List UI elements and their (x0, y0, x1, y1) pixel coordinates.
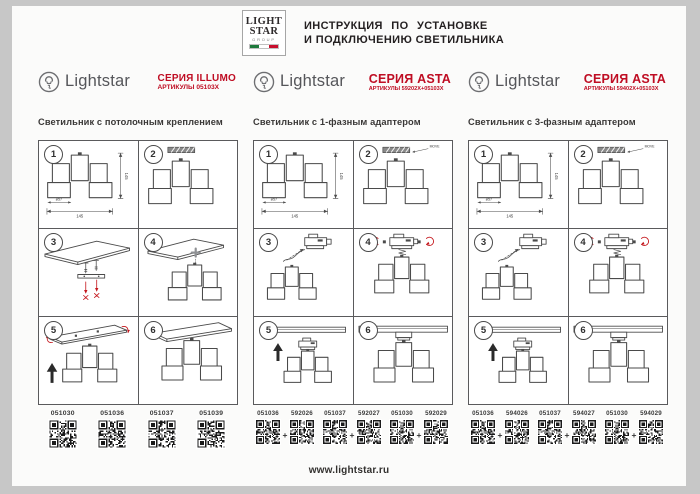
svg-text:145: 145 (76, 213, 84, 219)
series-block (158, 73, 236, 92)
column-subtitle: Светильник с 3-фазным адаптером (468, 117, 636, 127)
step-cell (469, 141, 568, 228)
step-cell (354, 141, 453, 228)
step-number: 6 (574, 321, 593, 340)
qr-item (389, 410, 415, 445)
qr-code (423, 419, 449, 445)
column-header (468, 68, 666, 114)
qr-code (571, 419, 597, 445)
qr-code (504, 419, 530, 445)
series-block (369, 73, 451, 93)
qr-code (638, 419, 664, 445)
qr-group (604, 410, 664, 445)
qr-article-label: 051030 (391, 410, 413, 417)
series-name: СЕРИЯ ASTA (583, 72, 666, 86)
qr-code (97, 419, 127, 449)
step-number: 3 (44, 233, 63, 252)
svg-text:145: 145 (506, 213, 514, 219)
step-number: 3 (259, 233, 278, 252)
qr-item (604, 410, 630, 445)
svg-text:145: 145 (339, 172, 345, 180)
step-cell (354, 317, 453, 404)
qr-code (389, 419, 415, 445)
steps-grid (253, 140, 453, 405)
qr-group (196, 410, 226, 449)
qr-article-label: 051039 (199, 410, 224, 417)
step-cell (254, 229, 353, 316)
qr-article-label: 051030 (50, 410, 75, 417)
page-title (304, 19, 504, 47)
qr-row (253, 410, 451, 445)
brand-wordmark: Lightstar (280, 72, 346, 90)
qr-article-label: 051036 (257, 410, 279, 417)
step-number: 1 (44, 145, 63, 164)
qr-group (97, 410, 127, 449)
step-number: 4 (359, 233, 378, 252)
plus-sign: + (349, 430, 355, 440)
column-header (38, 68, 236, 114)
series-name: СЕРИЯ ILLUMO (157, 73, 236, 84)
step-cell (139, 317, 238, 404)
step-cell (39, 229, 138, 316)
column-subtitle: Светильник с потолочным креплением (38, 117, 223, 127)
qr-item (356, 410, 382, 445)
column-illumo (38, 68, 236, 488)
step-number: 5 (44, 321, 63, 340)
qr-code (322, 419, 348, 445)
qr-item (255, 410, 281, 445)
plus-sign: + (564, 430, 570, 440)
step-number: 1 (474, 145, 493, 164)
qr-article-label: 051036 (100, 410, 125, 417)
plus-sign: + (416, 430, 422, 440)
step-number: 4 (144, 233, 163, 252)
svg-text:MOVE: MOVE (429, 144, 440, 149)
qr-item (470, 410, 496, 445)
steps-grid (468, 140, 668, 405)
plus-sign: + (282, 430, 288, 440)
svg-text:ø57: ø57 (270, 197, 278, 202)
step-cell (39, 317, 138, 404)
qr-article-label: 051037 (324, 410, 346, 417)
column-subtitle: Светильник с 1-фазным адаптером (253, 117, 421, 127)
series-articles: АРТИКУЛЫ 59402X+05103X (583, 86, 659, 92)
column-asta-3phase (468, 68, 666, 488)
step-number: 5 (474, 321, 493, 340)
step-cell (254, 141, 353, 228)
step-cell (569, 141, 668, 228)
lightstar-bulb-icon (38, 71, 60, 93)
step-number: 4 (574, 233, 593, 252)
qr-group (147, 410, 177, 449)
step-number: 3 (474, 233, 493, 252)
qr-code (289, 419, 315, 445)
footer-url: www.lightstar.ru (308, 465, 390, 476)
qr-article-label: 051037 (539, 410, 561, 417)
svg-text:ø57: ø57 (55, 197, 63, 202)
logo-text: LIGHT STAR (245, 16, 283, 37)
brand-wordmark: Lightstar (495, 72, 561, 90)
qr-article-label: 594027 (573, 410, 595, 417)
qr-code (356, 419, 382, 445)
qr-code (537, 419, 563, 445)
qr-article-label: 592027 (358, 410, 380, 417)
qr-item (147, 410, 177, 449)
qr-code (196, 419, 226, 449)
qr-article-label: 594026 (506, 410, 528, 417)
plus-sign: + (631, 430, 637, 440)
qr-code (470, 419, 496, 445)
qr-article-label: 051030 (606, 410, 628, 417)
qr-row (468, 410, 666, 445)
qr-item (571, 410, 597, 445)
step-cell (39, 141, 138, 228)
qr-group (48, 410, 78, 449)
svg-text:ø57: ø57 (485, 197, 493, 202)
svg-text:MOVE: MOVE (644, 144, 655, 149)
logo-group-text: GROUP (252, 37, 276, 43)
qr-group (255, 410, 315, 445)
qr-item (48, 410, 78, 449)
qr-article-label: 051037 (149, 410, 174, 417)
column-header (253, 68, 451, 114)
series-block (584, 73, 666, 93)
step-cell (139, 141, 238, 228)
page-title-line2: И ПОДКЛЮЧЕНИЮ СВЕТИЛЬНИКА (304, 34, 505, 46)
qr-code (147, 419, 177, 449)
lightstar-bulb-icon (468, 71, 490, 93)
svg-text:145: 145 (124, 172, 130, 180)
instruction-sheet (12, 6, 686, 486)
column-asta-1phase (253, 68, 451, 488)
qr-group (537, 410, 597, 445)
step-cell (569, 317, 668, 404)
step-cell (569, 229, 668, 316)
svg-text:145: 145 (291, 213, 299, 219)
step-number: 1 (259, 145, 278, 164)
qr-row (38, 410, 236, 449)
qr-item (97, 410, 127, 449)
lightstar-bulb-icon (253, 71, 275, 93)
step-cell (469, 229, 568, 316)
qr-group (389, 410, 449, 445)
step-cell (354, 229, 453, 316)
qr-article-label: 592026 (291, 410, 313, 417)
qr-item (196, 410, 226, 449)
qr-item (638, 410, 664, 445)
step-number: 5 (259, 321, 278, 340)
series-name: СЕРИЯ ASTA (368, 72, 451, 86)
steps-grid (38, 140, 238, 405)
lightstar-group-logo (242, 10, 286, 56)
qr-item (504, 410, 530, 445)
series-articles: АРТИКУЛЫ 05103X (157, 84, 220, 91)
qr-code (255, 419, 281, 445)
step-number: 6 (144, 321, 163, 340)
step-cell (469, 317, 568, 404)
step-cell (139, 229, 238, 316)
step-number: 2 (144, 145, 163, 164)
qr-article-label: 051036 (472, 410, 494, 417)
qr-group (470, 410, 530, 445)
svg-text:145: 145 (554, 172, 560, 180)
qr-item (537, 410, 563, 445)
qr-article-label: 594029 (640, 410, 662, 417)
step-cell (254, 317, 353, 404)
step-number: 2 (359, 145, 378, 164)
qr-item (289, 410, 315, 445)
qr-item (322, 410, 348, 445)
plus-sign: + (497, 430, 503, 440)
qr-item (423, 410, 449, 445)
qr-code (48, 419, 78, 449)
step-number: 6 (359, 321, 378, 340)
brand-wordmark: Lightstar (65, 72, 131, 90)
qr-group (322, 410, 382, 445)
step-number: 2 (574, 145, 593, 164)
tricolor-flag-icon (249, 44, 279, 49)
series-articles: АРТИКУЛЫ 59202X+05103X (368, 86, 444, 92)
qr-article-label: 592029 (425, 410, 447, 417)
page-title-line1: ИНСТРУКЦИЯ ПО УСТАНОВКЕ (304, 20, 488, 32)
qr-code (604, 419, 630, 445)
